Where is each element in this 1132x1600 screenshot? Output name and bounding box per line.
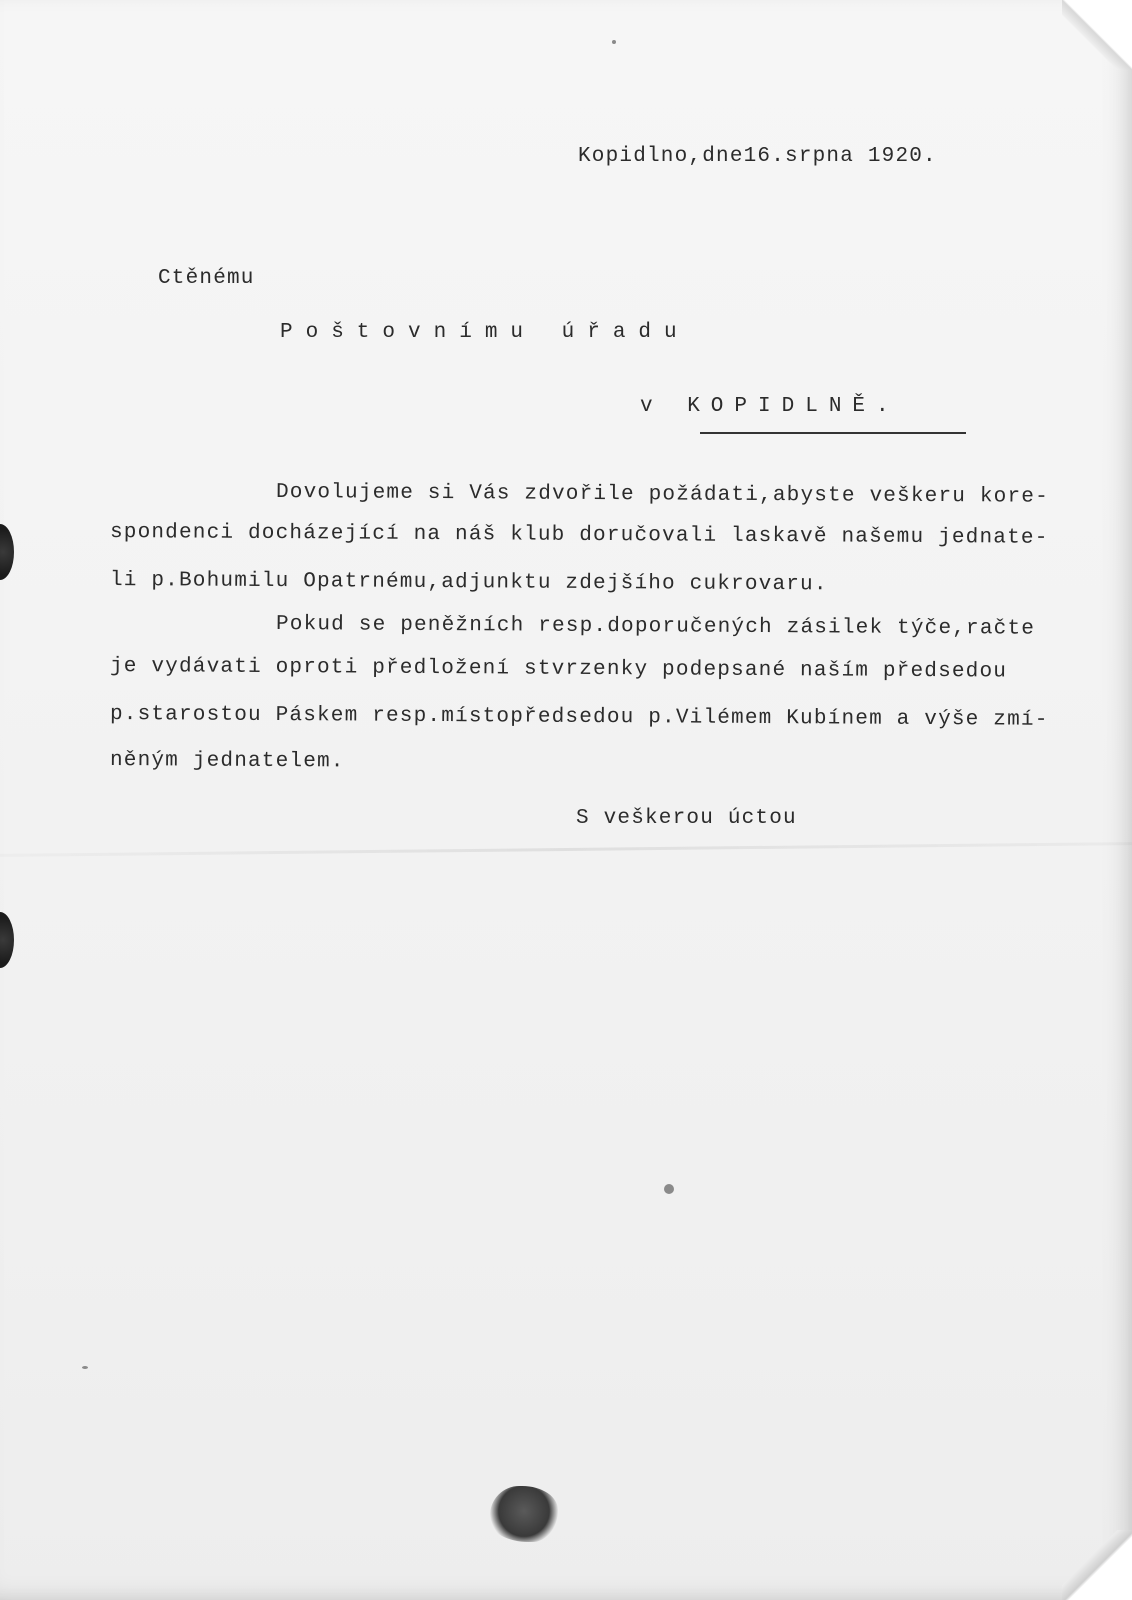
ink-blot xyxy=(490,1486,558,1542)
speck xyxy=(612,40,616,44)
recipient-place: v KOPIDLNĚ. xyxy=(640,395,900,418)
letter-date: Kopidlno,dne16.srpna 1920. xyxy=(578,145,937,168)
closing: S veškerou úctou xyxy=(576,807,797,830)
punch-hole-lower xyxy=(0,912,14,968)
speck xyxy=(82,1366,88,1369)
folded-corner-top-right xyxy=(1062,0,1132,70)
folded-corner-bottom-right xyxy=(1062,1530,1132,1600)
body-line: p.starostou Páskem resp.místopředsedou p.Vilémem Kubínem a výše zmí- xyxy=(109,703,1049,732)
punch-hole-upper xyxy=(0,524,14,580)
body-line: spondenci docházející na náš klub doručovali laskavě našemu jednate- xyxy=(109,521,1049,550)
fold-crease xyxy=(0,842,1132,857)
body-line: Pokud se peněžních resp.doporučených zásilek týče,račte xyxy=(275,613,1036,641)
body-line: Dovolujeme si Vás zdvořile požádati,abyste veškeru kore- xyxy=(275,481,1049,509)
body-line: je vydávati oproti předložení stvrzenky podepsané naším předsedou xyxy=(109,655,1008,684)
recipient: Poštovnímu úřadu xyxy=(280,321,690,344)
body-line: li p.Bohumilu Opatrnému,adjunktu zdejšího cukrovaru. xyxy=(109,569,828,597)
body-line: něným jednatelem. xyxy=(109,749,345,774)
speck xyxy=(664,1184,674,1194)
place-underline xyxy=(700,432,966,434)
salutation: Ctěnému xyxy=(158,267,255,290)
